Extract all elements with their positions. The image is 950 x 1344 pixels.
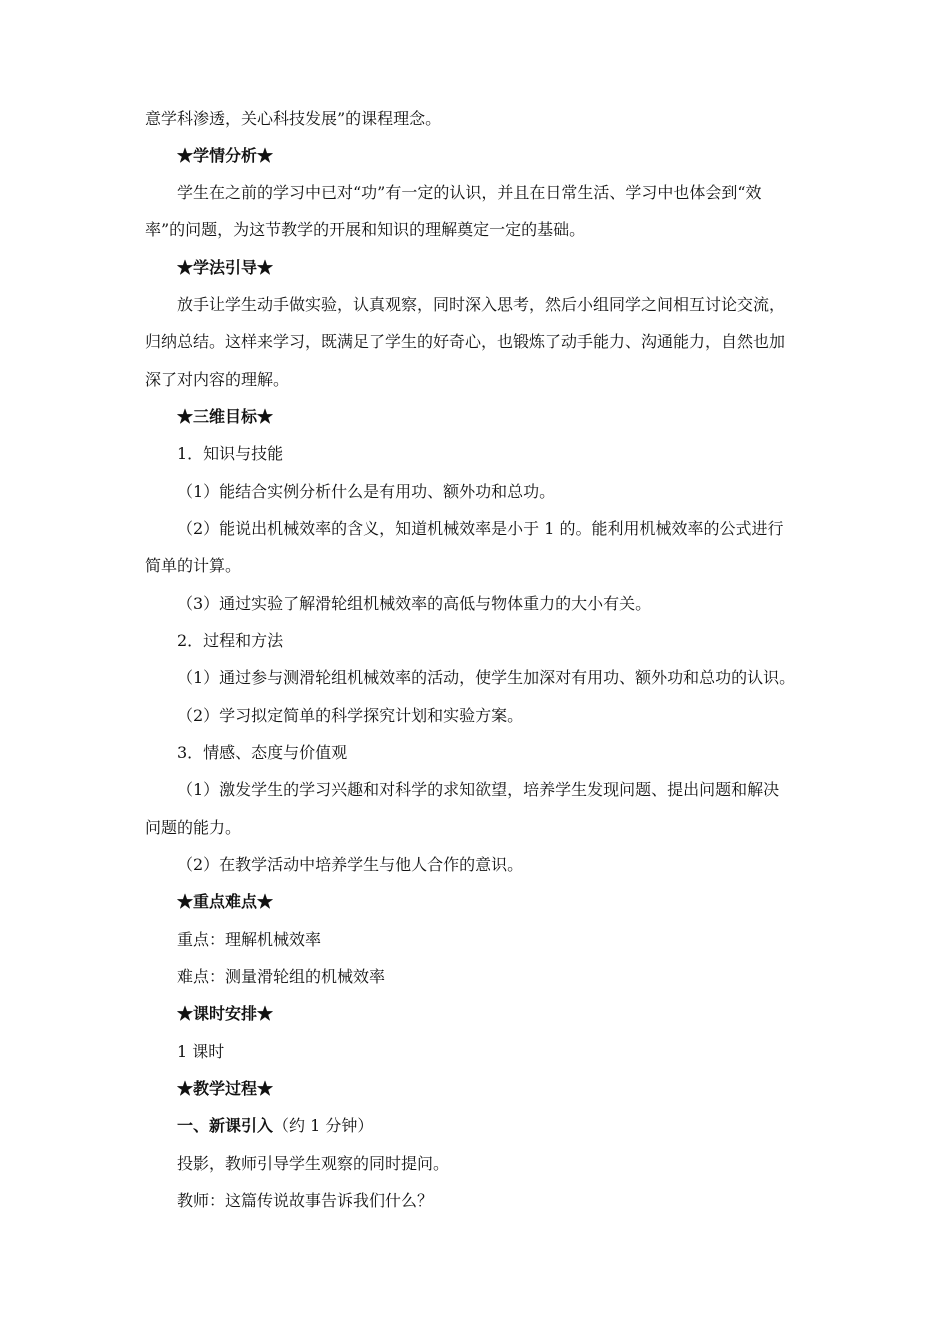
section-heading-learning-method: ★学法引导★ <box>177 258 274 277</box>
list-item: （1）激发学生的学习兴趣和对科学的求知欲望，培养学生发现问题、提出问题和解决 <box>177 780 780 799</box>
paragraph-line: 学生在之前的学习中已对“功”有一定的认识，并且在日常生活、学习中也体会到“效 <box>177 183 762 202</box>
list-item: 1．知识与技能 <box>177 444 284 463</box>
section-heading-schedule: ★课时安排★ <box>177 1004 274 1023</box>
section-heading-key-points: ★重点难点★ <box>177 892 274 911</box>
list-item: （3）通过实验了解滑轮组机械效率的高低与物体重力的大小有关。 <box>177 594 652 613</box>
section-heading-learning-analysis: ★学情分析★ <box>177 146 274 165</box>
list-item: （2）学习拟定简单的科学探究计划和实验方案。 <box>177 706 524 725</box>
paragraph-line: 率”的问题，为这节教学的开展和知识的理解奠定一定的基础。 <box>145 220 586 239</box>
paragraph-line: 深了对内容的理解。 <box>145 370 290 389</box>
subsection-heading <box>177 1115 857 1137</box>
paragraph-line: 放手让学生动手做实验，认真观察，同时深入思考，然后小组同学之间相互讨论交流， <box>177 295 786 314</box>
paragraph-line: 问题的能力。 <box>145 818 242 837</box>
paragraph-line: 重点：理解机械效率 <box>177 930 322 949</box>
paragraph-line: 投影，教师引导学生观察的同时提问。 <box>177 1154 450 1173</box>
paragraph-line: 意学科渗透，关心科技发展”的课程理念。 <box>145 109 442 128</box>
subsection-title: 一、新课引入 <box>177 1116 274 1135</box>
list-item: （2）能说出机械效率的含义，知道机械效率是小于 1 的。能利用机械效率的公式进行 <box>177 519 784 538</box>
paragraph-line: 难点：测量滑轮组的机械效率 <box>177 967 386 986</box>
list-item: 3．情感、态度与价值观 <box>177 743 348 762</box>
section-heading-objectives: ★三维目标★ <box>177 407 274 426</box>
paragraph-line: 教师：这篇传说故事告诉我们什么？ <box>177 1191 434 1210</box>
list-item: （1）能结合实例分析什么是有用功、额外功和总功。 <box>177 482 556 501</box>
list-item: （2）在教学活动中培养学生与他人合作的意识。 <box>177 855 524 874</box>
subsection-note: （约 1 分钟） <box>273 1116 374 1135</box>
list-item: （1）通过参与测滑轮组机械效率的活动，使学生加深对有用功、额外功和总功的认识。 <box>177 668 796 687</box>
paragraph-line: 归纳总结。这样来学习，既满足了学生的好奇心，也锻炼了动手能力、沟通能力，自然也加 <box>145 332 786 351</box>
section-heading-teaching-process: ★教学过程★ <box>177 1079 274 1098</box>
paragraph-line: 1 课时 <box>177 1042 225 1061</box>
paragraph-line: 简单的计算。 <box>145 556 242 575</box>
list-item: 2．过程和方法 <box>177 631 284 650</box>
